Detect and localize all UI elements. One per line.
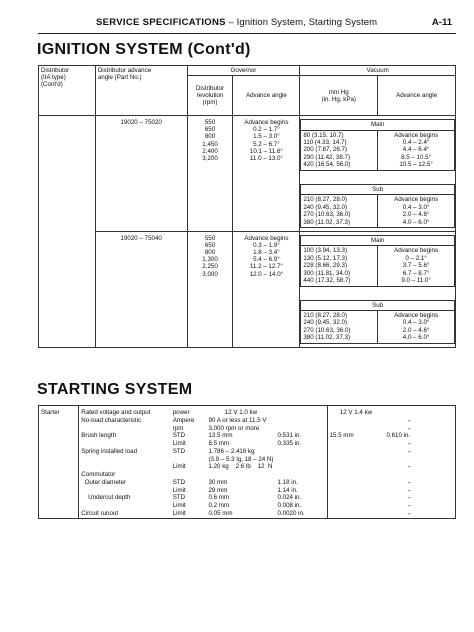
rpm-values-line: 650: [204, 242, 216, 250]
starting-cell-b: [79, 502, 171, 510]
starting-cell-b: [79, 456, 171, 464]
gov-adv-header: Advance angle: [233, 76, 300, 116]
starting-cell-b: [79, 440, 171, 448]
starting-cell-a: [39, 502, 79, 510]
starting-cell-e: 0.335 in.: [277, 440, 302, 447]
starting-cell-b: [79, 487, 171, 495]
starting-cell-g: ←: [406, 424, 413, 432]
starting-row: [39, 417, 456, 425]
sub-angle-values-line: Advance begins: [394, 196, 439, 204]
starting-cell-b: [79, 463, 171, 471]
starting-cell-c: [171, 456, 207, 464]
gov-angle-values-line: 0.2 – 1.7°: [253, 126, 280, 134]
main-hg-values-line: 80 (3.15, 10.7): [303, 131, 344, 139]
main-angle-cell: [378, 246, 455, 286]
governor-header: Governor: [187, 66, 300, 76]
advance-angle-header-line: Distributor advance: [97, 67, 152, 74]
blank-cell: [39, 116, 96, 232]
starting-row: [39, 494, 456, 502]
starting-row: [39, 456, 456, 464]
starting-cell-b: Outer diameter: [81, 478, 126, 486]
rpm-values-line: 2,400: [202, 147, 218, 155]
rpm-values: [190, 119, 231, 162]
main-hg-cell: [301, 246, 378, 286]
rpm-values: [190, 235, 231, 278]
starting-cell-g: 0.610 in.: [386, 432, 411, 440]
starting-cell-g: ←: [406, 509, 413, 517]
spacer: [301, 170, 455, 184]
starting-cell-f: [327, 425, 384, 433]
vac-adv-header: Advance angle: [378, 76, 456, 116]
main-angle-values-line: 4.4 – 6.4°: [402, 146, 430, 154]
vacuum-header: Vacuum: [300, 66, 456, 76]
main-angle-values: [380, 132, 452, 169]
starting-cell-f: [327, 487, 384, 495]
vacuum-subtable: [300, 235, 455, 344]
main-hg-values-line: 228 (8.66, 29.3): [303, 262, 348, 270]
starting-cell-f: 15.5 mm: [327, 432, 384, 440]
starting-cell-e: 0.531 in.: [277, 432, 302, 440]
advance-angle-header-line: angle (Part No.): [97, 74, 142, 82]
sub-angle-cell: [378, 195, 455, 228]
distributor-header-line: Distributor: [41, 67, 70, 74]
starting-cell-b: Circuit runout: [81, 509, 119, 517]
rpm-values-line: 1,300: [202, 256, 218, 264]
starting-cell-f: 12 V 1.4 kw: [327, 406, 384, 417]
sub-label: Sub: [301, 184, 455, 194]
starting-cell-f: [327, 502, 384, 510]
page-header: [38, 17, 456, 31]
starting-cell-d: 29 mm: [208, 486, 228, 494]
starting-cell-a: Starter: [39, 406, 79, 417]
sub-hg-values: [303, 312, 375, 342]
sub-hg-values-line: 240 (9.45, 32.0): [303, 203, 348, 211]
starting-row: [39, 510, 456, 518]
starting-cell-g: ←: [406, 494, 413, 502]
sub-angle-values-line: 4.0 – 6.0°: [402, 334, 430, 342]
main-angle-values-line: Advance begins: [394, 247, 439, 255]
starting-cell-a: [39, 448, 79, 456]
gov-angle-values-line: 11.0 – 13.0°: [249, 154, 283, 162]
starting-cell-c: STD: [172, 478, 186, 486]
header-rule: [38, 33, 456, 34]
starting-cell-g: ←: [406, 502, 413, 509]
sub-angle-values-line: 4.0 – 6.0°: [402, 218, 430, 226]
starting-cell-d: 3,000 rpm or more: [208, 424, 260, 432]
vacuum-subtable: [300, 119, 455, 228]
gov-angle-cell: [233, 231, 300, 347]
main-angle-values-line: Advance begins: [394, 131, 439, 139]
main-hg-cell: [301, 130, 378, 170]
starting-cell-f: [327, 494, 384, 502]
starting-cell-d: [206, 471, 275, 479]
main-angle-values-line: 8.5 – 10.5°: [401, 153, 432, 161]
starting-cell-g: ←: [406, 447, 413, 455]
main-hg-values-line: 290 (11.42, 38.7): [303, 153, 351, 161]
starting-cell-b: Spring installed load: [81, 447, 138, 455]
main-angle-cell: [378, 130, 455, 170]
starting-cell-a: [39, 463, 79, 471]
main-hg-values-line: 440 (17.32, 58.7): [303, 277, 351, 285]
main-angle-values-line: 10.5 – 12.5°: [399, 161, 433, 169]
ignition-block-row: [39, 116, 456, 232]
starting-cell-b: Undercut depth: [81, 494, 131, 502]
gov-angle-values-line: 0.3 – 1.9°: [253, 242, 280, 250]
sub-angle-values-line: Advance begins: [394, 312, 439, 319]
rpm-values-line: 650: [204, 126, 216, 134]
page-number: A-11: [431, 17, 452, 28]
rpm-values-line: 3,000: [202, 270, 218, 278]
gov-angle-values-line: 5.2 – 6.7°: [253, 140, 280, 148]
starting-cell-c: Limit: [172, 486, 186, 494]
gov-angle-values-line: Advance begins: [244, 119, 289, 127]
rpm-values-line: 2,250: [202, 263, 218, 271]
starting-cell-f: [327, 448, 384, 456]
starting-cell-e: 0.024 in.: [277, 494, 302, 502]
sub-hg-values: [303, 196, 375, 226]
main-hg-values-line: 100 (3.94, 13.3): [303, 247, 348, 255]
starting-cell-c: Limit: [172, 509, 186, 517]
part-number: 19020 – 75020: [95, 116, 187, 232]
starting-cell-f: [327, 510, 384, 518]
gov-rev-label: [190, 85, 231, 106]
starting-cell-e: [275, 448, 327, 456]
starting-cell-e: 1.14 in.: [277, 486, 298, 494]
vacuum-cell: [300, 231, 456, 347]
starting-cell-e: 0.0020 in.: [277, 509, 305, 517]
starting-cell-a: [39, 487, 79, 495]
ignition-spec-table: [38, 65, 456, 348]
ignition-section-title: IGNITION SYSTEM (Cont'd): [37, 41, 251, 58]
rpm-values-line: 800: [204, 249, 216, 257]
gov-angle-values-line: Advance begins: [244, 234, 289, 242]
starting-cell-b: Rated voltage and output: [81, 409, 151, 416]
starting-cell-d: 13.5 mm: [208, 432, 233, 440]
starting-row: [39, 487, 456, 495]
starting-cell-g: [384, 406, 455, 417]
distributor-header-line: (IIA type): [41, 74, 66, 82]
main-hg-values-line: 300 (11.81, 34.0): [303, 269, 351, 277]
starting-cell-a: [39, 425, 79, 433]
sub-angle-values: [380, 196, 452, 226]
starting-cell-c: Limit: [172, 463, 186, 471]
gov-angle-values-line: 11.2 – 12.7°: [249, 263, 283, 271]
main-angle-values-line: 6.7 – 8.7°: [402, 269, 430, 277]
starting-cell-d: 1.20 kg 2.6 lb 12 N: [208, 463, 273, 471]
starting-cell-g: ←: [406, 416, 413, 424]
starting-cell-d: 8.5 mm: [208, 440, 230, 447]
starting-cell-g: ←: [406, 486, 413, 494]
sub-hg-cell: [301, 195, 378, 228]
gov-angle-cell: [233, 116, 300, 232]
gov-angle-values-line: 1.5 – 3.0°: [253, 133, 280, 141]
starting-cell-d: 90 A or less at 11.5 V: [208, 416, 267, 424]
starting-cell-c: STD: [172, 494, 186, 502]
main-angle-values: [380, 247, 452, 284]
sub-angle-values-line: 0.4 – 3.0°: [402, 319, 430, 327]
starting-cell-d: 0.6 mm: [208, 494, 230, 502]
starting-cell-d: 1.786 – 2.416 kg: [208, 447, 255, 455]
rpm-cell: [187, 116, 233, 232]
starting-row: [39, 448, 456, 456]
sub-angle-cell: [378, 311, 455, 344]
starting-row: [39, 479, 456, 487]
starting-cell-e: [275, 471, 327, 479]
starting-cell-d: (3.9 – 5.3 lg, 18 – 24 N): [208, 455, 274, 463]
sub-hg-values-line: 210 (8.27, 28.0): [303, 312, 348, 319]
starting-cell-c: Limit: [172, 440, 186, 447]
blank-cell: [39, 231, 96, 347]
gov-angle-values-line: 1.8 – 3.4°: [253, 249, 280, 257]
header-title: SERVICE SPECIFICATIONS – Ignition System, Starting System: [96, 17, 378, 28]
starting-cell-a: [39, 479, 79, 487]
starting-row: [39, 432, 456, 440]
starting-row: [39, 440, 456, 448]
starting-cell-g: ←: [406, 478, 413, 486]
starting-cell-g: ←: [406, 463, 413, 471]
main-angle-values-line: 0.4 – 2.4°: [402, 139, 430, 146]
starting-row: [39, 425, 456, 433]
ignition-block-row: [39, 231, 456, 347]
gov-angle-values-line: 12.0 – 14.0°: [249, 270, 284, 278]
vac-hg-label-line: (in. Hg, kPa): [321, 95, 356, 103]
starting-cell-c: Limit: [172, 502, 186, 509]
starting-cell-a: [39, 494, 79, 502]
distributor-header-line: (Cont'd): [41, 81, 63, 89]
sub-hg-values-line: 270 (10.63, 36.0): [303, 211, 351, 219]
main-angle-values-line: 0 – 2.1°: [405, 254, 427, 262]
main-angle-values-line: 9.0 – 11.0°: [401, 277, 431, 285]
starting-cell-a: [39, 471, 79, 479]
rpm-cell: [187, 231, 233, 347]
vac-hg-label-line: mm Hg: [328, 88, 349, 96]
sub-hg-values-line: 270 (10.63, 36.0): [303, 326, 351, 334]
distributor-header-cell: [39, 66, 96, 116]
spacer: [301, 286, 455, 300]
main-hg-values-line: 200 (7.87, 26.7): [303, 146, 348, 154]
main-hg-values-line: 130 (5.12, 17.3): [303, 254, 348, 262]
sub-angle-values-line: 0.4 – 3.0°: [402, 203, 430, 211]
starting-cell-d: 30 mm: [208, 478, 228, 486]
sub-label: Sub: [301, 300, 455, 310]
starting-spec-table: [38, 405, 456, 519]
starting-cell-a: [39, 456, 79, 464]
main-hg-values: [303, 132, 375, 169]
starting-cell-f: [327, 463, 384, 471]
starting-cell-g: ←: [406, 440, 413, 447]
main-hg-values-line: 420 (16.54, 56.0): [303, 161, 351, 169]
starting-section-title: STARTING SYSTEM: [37, 381, 193, 398]
starting-cell-e: 0.008 in.: [277, 502, 302, 509]
rpm-values-line: 800: [204, 133, 216, 141]
gov-rev-label-line: revolution: [196, 92, 224, 100]
distributor-header: [41, 67, 93, 88]
starting-cell-d: 0.2 mm: [208, 502, 230, 509]
sub-hg-cell: [301, 311, 378, 344]
rpm-values-line: 550: [204, 234, 216, 242]
sub-hg-values-line: 380 (11.02, 37.3): [303, 334, 351, 342]
sub-hg-values-line: 210 (8.27, 28.0): [303, 196, 348, 204]
sub-hg-values-line: 380 (11.02, 37.3): [303, 218, 351, 226]
sub-angle-values-line: 2.0 – 4.6°: [402, 326, 430, 334]
starting-cell-c: [171, 471, 207, 479]
starting-cell-f: [327, 471, 384, 479]
starting-cell-c: rpm: [172, 424, 184, 432]
starting-cell-a: [39, 432, 79, 440]
starting-cell-b: [79, 425, 171, 433]
starting-cell-c: STD: [172, 447, 186, 455]
sub-hg-values-line: 240 (9.45, 32.0): [303, 319, 348, 327]
main-label: Main: [301, 120, 455, 130]
sub-angle-values-line: 2.0 – 4.6°: [402, 211, 430, 219]
gov-rev-label-line: Distributor: [195, 84, 225, 92]
starting-cell-f: [327, 479, 384, 487]
vac-hg-label: [302, 89, 375, 103]
starting-cell-f: [327, 417, 384, 425]
part-number: 19020 – 75040: [95, 231, 187, 347]
starting-cell-e: [275, 425, 327, 433]
starting-cell-c: power: [172, 409, 190, 416]
starting-cell-e: [275, 406, 327, 417]
gov-rev-label-line: (rpm): [202, 99, 218, 107]
advance-angle-header: [98, 67, 185, 81]
rpm-values-line: 1,450: [202, 140, 218, 148]
starting-cell-e: [275, 456, 327, 464]
starting-cell-c: STD: [172, 432, 186, 440]
starting-row: [39, 463, 456, 471]
main-hg-values-line: 110 (4.33, 14.7): [303, 139, 347, 146]
rpm-values-line: 550: [204, 119, 216, 127]
gov-angle-values-line: 10.1 – 11.6°: [249, 147, 283, 155]
starting-cell-a: [39, 510, 79, 518]
gov-angle-values: [235, 235, 297, 278]
main-angle-values-line: 3.7 – 5.6°: [402, 262, 430, 270]
starting-cell-d: 0.05 mm: [208, 509, 233, 517]
starting-cell-f: [327, 440, 384, 448]
starting-cell-b: Commutator: [81, 471, 116, 478]
starting-row: [39, 502, 456, 510]
vacuum-cell: [300, 116, 456, 232]
starting-cell-b: No-load characteristic: [81, 416, 142, 424]
starting-row: [39, 471, 456, 479]
starting-cell-b: Brush length: [81, 432, 117, 440]
starting-cell-c: Ampere: [172, 416, 195, 424]
rpm-values-line: 3,200: [202, 154, 218, 162]
starting-cell-g: [384, 471, 455, 479]
gov-angle-values-line: 5.4 – 6.9°: [253, 256, 280, 264]
starting-cell-d: 12 V 1.0 kw: [224, 409, 258, 416]
starting-cell-f: [327, 456, 384, 464]
starting-cell-a: [39, 440, 79, 448]
gov-angle-values: [235, 119, 297, 162]
main-hg-values: [303, 247, 375, 284]
vac-hg-header: [300, 76, 378, 116]
sub-angle-values: [380, 312, 452, 342]
starting-cell-a: [39, 417, 79, 425]
starting-cell-e: 1.18 in.: [277, 478, 298, 486]
advance-angle-header-cell: [95, 66, 187, 116]
starting-cell-e: [275, 417, 327, 425]
main-label: Main: [301, 235, 455, 245]
starting-cell-e: [275, 463, 327, 471]
starting-cell-g: [384, 456, 455, 464]
starting-row: [39, 406, 456, 417]
gov-rev-header: [187, 76, 233, 116]
